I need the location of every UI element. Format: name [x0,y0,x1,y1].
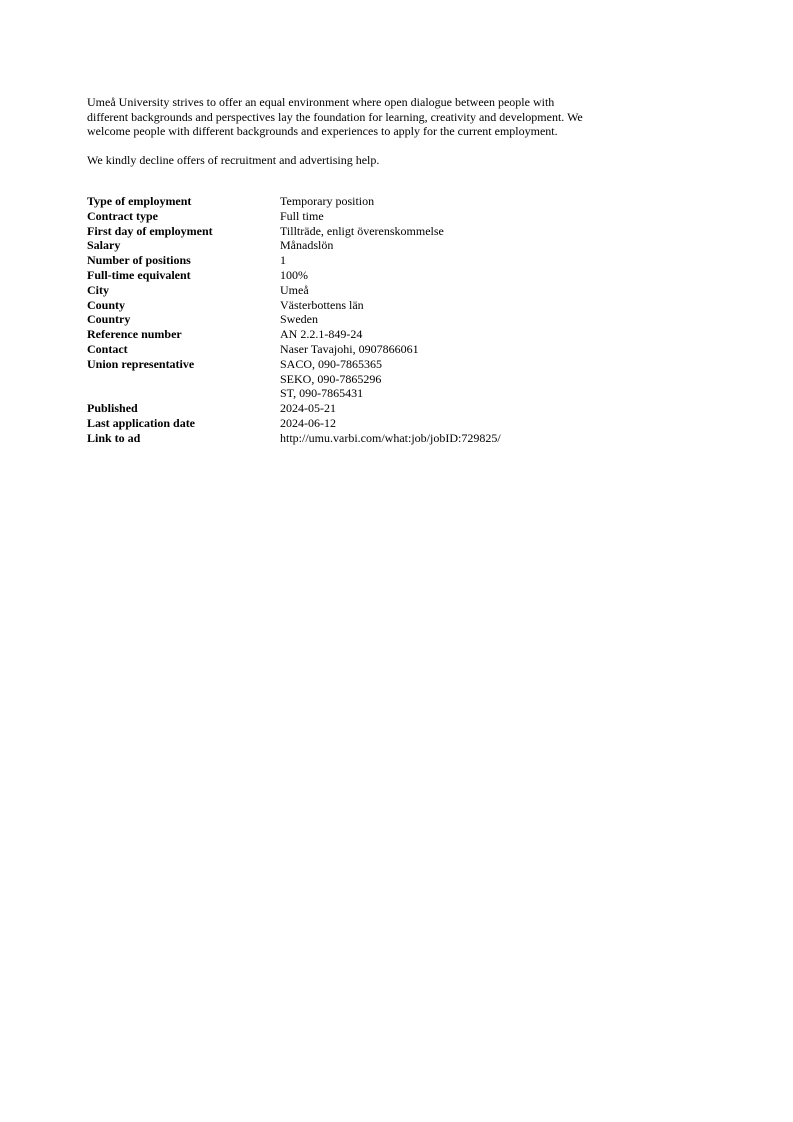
detail-row [87,327,707,342]
detail-value [280,431,707,446]
detail-row [87,209,707,224]
detail-label: Link to ad [87,430,141,445]
detail-label: Country [87,312,131,327]
detail-value [280,268,707,283]
detail-label: Number of positions [87,253,191,268]
detail-value [280,327,707,342]
detail-value-line: Västerbottens län [280,297,364,312]
detail-value-line: 100% [280,267,308,282]
detail-label: Contact [87,341,128,356]
detail-value-line: AN 2.2.1-849-24 [280,327,363,342]
detail-value [280,298,707,313]
detail-label: Type of employment [87,194,192,208]
detail-value-line: Tillträde, enligt överenskommelse [280,223,444,238]
employment-details-table [87,194,707,446]
detail-value [280,253,707,268]
detail-value [280,194,707,209]
detail-row [87,312,707,327]
detail-value-line: Månadslön [280,238,334,253]
detail-value [280,224,707,239]
detail-value [280,238,707,253]
detail-row [87,357,707,401]
detail-value [280,312,707,327]
detail-value-line: SACO, 090-7865365 [280,356,383,371]
paragraph-line: different backgrounds and perspectives lay the foundation for learning, creativity and development. We [87,109,583,124]
detail-label: Reference number [87,327,182,342]
detail-value-line: Temporary position [280,194,375,208]
detail-row [87,416,707,431]
detail-row [87,431,707,446]
detail-row [87,238,707,253]
equal-environment-paragraph [87,95,707,139]
detail-value [280,357,707,401]
detail-row [87,342,707,357]
detail-label: City [87,282,109,297]
detail-label: Union representative [87,356,195,371]
detail-row [87,401,707,416]
detail-value-line: Naser Tavajohi, 0907866061 [280,341,419,356]
detail-value-line: 1 [280,253,286,268]
ad-link[interactable]: http://umu.varbi.com/what:job/jobID:729825/ [280,430,501,445]
detail-row [87,253,707,268]
detail-value [280,416,707,431]
detail-value [280,342,707,357]
decline-recruitment-paragraph: We kindly decline offers of recruitment and advertising help. [87,152,380,167]
detail-value-line: Umeå [280,282,309,297]
detail-value-line: Sweden [280,312,318,327]
detail-value-line: ST, 090-7865431 [280,386,364,401]
detail-value [280,401,707,416]
detail-row [87,283,707,298]
detail-label: Contract type [87,208,158,223]
detail-label: Full-time equivalent [87,267,191,282]
detail-value-line: 2024-06-12 [280,415,336,430]
detail-row [87,224,707,239]
detail-label: Last application date [87,415,196,430]
detail-value [280,283,707,298]
detail-row [87,298,707,313]
detail-value-line: 2024-05-21 [280,401,336,416]
paragraph-line: Umeå University strives to offer an equal environment where open dialogue between people with [87,95,555,109]
detail-row [87,268,707,283]
detail-label: County [87,297,126,312]
detail-label: Published [87,401,138,416]
document-content [87,95,707,446]
detail-label: First day of employment [87,223,213,238]
detail-label: Salary [87,238,121,253]
detail-value-line: SEKO, 090-7865296 [280,371,382,386]
detail-value-line: Full time [280,208,324,223]
paragraph-line: welcome people with different backgrounds and experiences to apply for the current employment. [87,124,558,138]
detail-row [87,194,707,209]
detail-value [280,209,707,224]
